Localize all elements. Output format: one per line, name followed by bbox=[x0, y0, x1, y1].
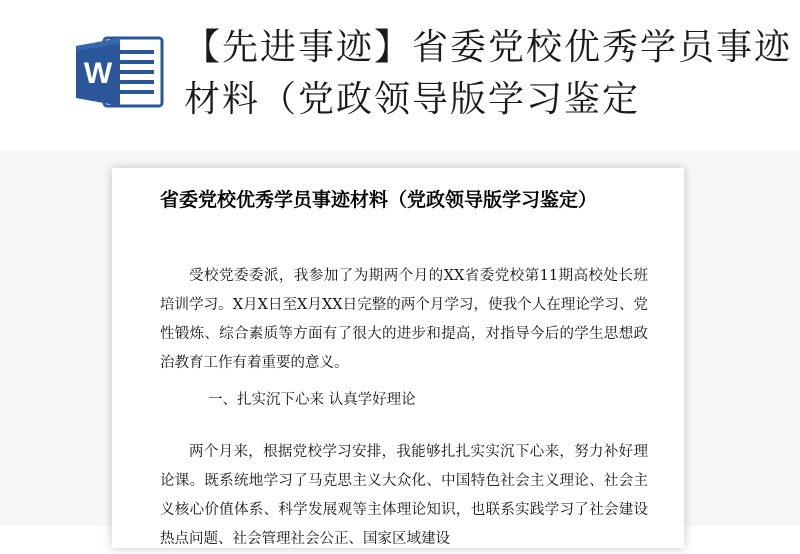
document-preview-area bbox=[0, 150, 800, 547]
page-title: 省委党校优秀学员事迹材料（党政领导版学习鉴定） bbox=[160, 189, 598, 211]
document-banner-title: 【先进事迹】省委党校优秀学员事迹材料（党政领导版学习鉴定 bbox=[184, 27, 793, 120]
section-heading-1: 一、扎实沉下心来 认真学好理论 bbox=[208, 392, 416, 408]
word-document-icon bbox=[74, 34, 166, 110]
paragraph-intro: 受校党委委派，我参加了为期两个月的XX省委党校第11期高校处长班培训学习。X月X日至X月XX日完整的两个月学习，使我个人在理论学习、党性锻炼、综合素质等方面有了很大的进步和提高，对指导今后的学生思想政治教育工作有着重要的意义。 bbox=[160, 268, 648, 371]
paragraph-section-1: 两个月来，根据党校学习安排，我能够扎扎实实沉下心来，努力补好理论课。既系统地学习了马克思主义大众化、中国特色社会主义理论、社会主义核心价值体系、科学发展观等主体理论知识，也联系实践学习了社会建设热点问题、社会管理社会公正、国家区域建设 bbox=[160, 444, 648, 547]
banner-header bbox=[0, 0, 800, 150]
document-page bbox=[112, 168, 684, 548]
word-logo-letter: W bbox=[83, 57, 113, 90]
